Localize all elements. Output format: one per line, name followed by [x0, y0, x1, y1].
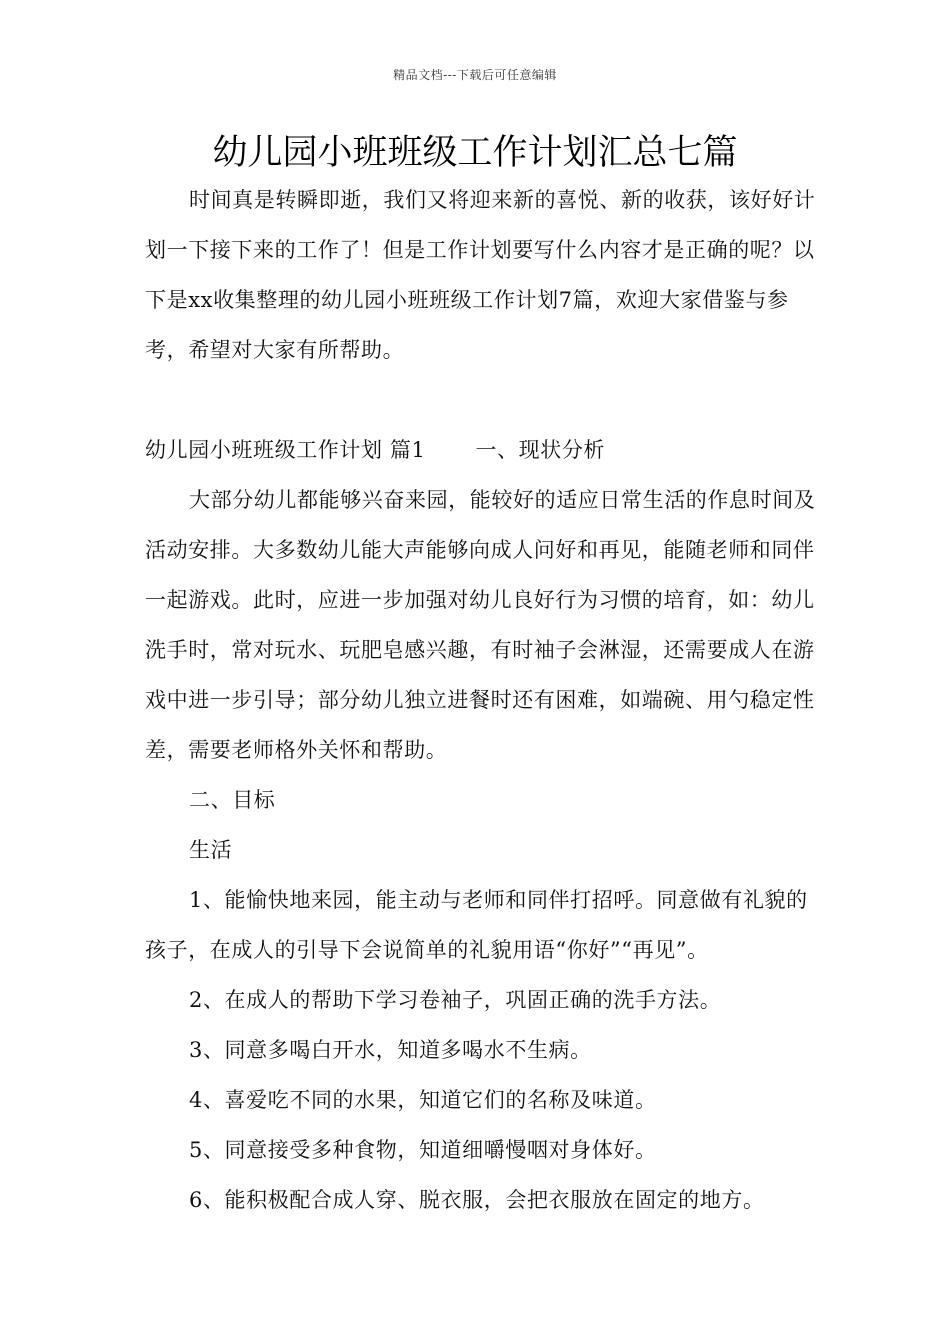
goal-item-2: 2、在成人的帮助下学习卷袖子，巩固正确的洗手方法。: [189, 988, 722, 1012]
section-heading-line: [145, 425, 825, 475]
goal-item-1: 1、能愉快地来园，能主动与老师和同伴打招呼。同意做有礼貌的孩子，在成人的引导下会说简单的礼貌用语“你好”“再见”。: [145, 888, 808, 962]
section-heading: 幼儿园小班班级工作计划 篇1: [145, 438, 426, 462]
document-body: [145, 175, 825, 1225]
section-subheading: 一、现状分析: [475, 438, 606, 462]
intro-paragraph: 时间真是转瞬即逝，我们又将迎来新的喜悦、新的收获，该好好计划一下接下来的工作了！但是工作计划要写什么内容才是正确的呢？以下是xx收集整理的幼儿园小班班级工作计划7篇，欢迎大家借鉴与参考，希望对大家有所帮助。: [145, 188, 816, 362]
goal-item-5: 5、同意接受多种食物，知道细嚼慢咽对身体好。: [189, 1138, 657, 1162]
goals-heading: 二、目标: [189, 788, 276, 812]
document-title: 幼儿园小班班级工作计划汇总七篇: [212, 133, 738, 173]
page-header-note: 精品文档---下载后可任意编辑: [393, 68, 557, 82]
goal-item-4: 4、喜爱吃不同的水果，知道它们的名称及味道。: [189, 1088, 657, 1112]
goal-item-6: 6、能积极配合成人穿、脱衣服，会把衣服放在固定的地方。: [189, 1188, 765, 1212]
life-heading: 生活: [189, 838, 233, 862]
goal-item-3: 3、同意多喝白开水，知道多喝水不生病。: [189, 1038, 592, 1062]
analysis-paragraph: 大部分幼儿都能够兴奋来园，能较好的适应日常生活的作息时间及活动安排。大多数幼儿能大声能够向成人问好和再见，能随老师和同伴一起游戏。此时，应进一步加强对幼儿良好行为习惯的培育，如：幼儿洗手时，常对玩水、玩肥皂感兴趣，有时袖子会淋湿，还需要成人在游戏中进一步引导；部分幼儿独立进餐时还有困难，如端碗、用勺稳定性差，需要老师格外关怀和帮助。: [145, 488, 816, 762]
paragraph-spacer: [145, 375, 825, 425]
